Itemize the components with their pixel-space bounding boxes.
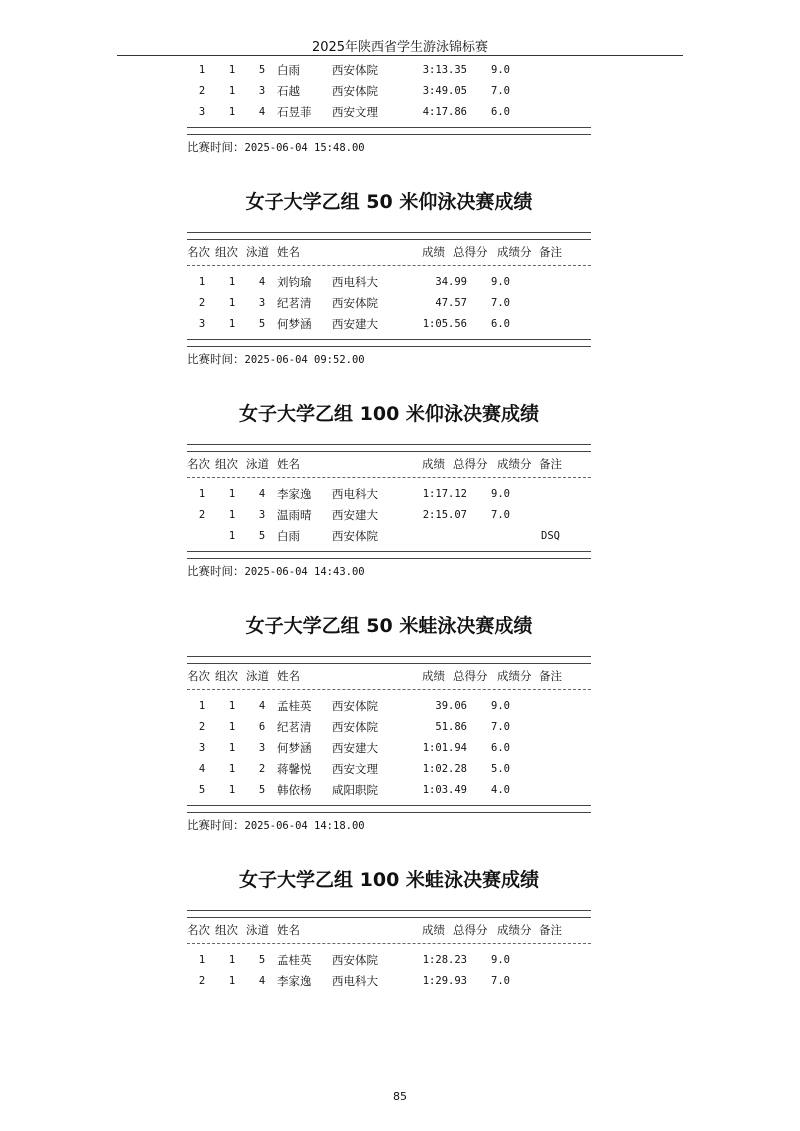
lane-cell: 3 [258,509,266,521]
match-time-label: 比赛时间： [187,564,245,578]
unit-cell: 西安体院 [332,699,378,713]
events-list [187,180,597,992]
double-rule [187,339,591,347]
name-cell: 何梦涵 [277,741,312,755]
double-rule [187,805,591,813]
rank-cell: 1 [198,954,206,966]
event-section [187,858,597,992]
header-lane: 泳道 [246,457,269,471]
lane-cell: 4 [258,488,266,500]
unit-cell: 西安文理 [332,105,378,119]
group-cell: 1 [228,488,236,500]
unit-cell: 西安体院 [332,63,378,77]
time-cell: 51.86 [435,721,467,733]
name-cell: 石越 [277,84,300,98]
name-cell: 纪茗清 [277,720,312,734]
match-time-label: 比赛时间： [187,352,245,366]
result-row [187,505,597,526]
lane-cell: 5 [258,64,266,76]
time-cell: 4:17.86 [422,106,467,118]
header-group: 组次 [215,245,238,259]
score-cell: 5.0 [491,763,510,775]
match-time [187,815,597,836]
name-cell: 温雨晴 [277,508,312,522]
event-title: 女子大学乙组 100 米仰泳决赛成绩 [239,403,539,425]
rank-cell: 1 [198,64,206,76]
score-cell: 9.0 [491,64,510,76]
unit-cell: 西电科大 [332,275,378,289]
result-row [187,696,597,717]
group-cell: 1 [228,64,236,76]
group-cell: 1 [228,297,236,309]
group-cell: 1 [228,106,236,118]
header-lane: 泳道 [246,245,269,259]
header-score: 成绩分 [497,669,532,683]
name-cell: 李家逸 [277,487,312,501]
header-rank: 名次 [187,457,210,471]
name-cell: 纪茗清 [277,296,312,310]
group-cell: 1 [228,975,236,987]
result-row [187,60,597,81]
rank-cell: 3 [198,742,206,754]
carry-table [187,60,597,123]
double-rule [187,656,591,664]
score-cell: 9.0 [491,276,510,288]
group-cell: 1 [228,509,236,521]
header-total: 总得分 [453,457,488,471]
header-note: 备注 [539,923,562,937]
time-cell: 1:28.23 [422,954,467,966]
rank-cell: 1 [198,700,206,712]
result-row [187,971,597,992]
header-group: 组次 [215,923,238,937]
score-cell: 7.0 [491,297,510,309]
table-body [187,272,597,335]
unit-cell: 西安文理 [332,762,378,776]
time-cell: 1:01.94 [422,742,467,754]
event-title: 女子大学乙组 50 米蛙泳决赛成绩 [245,615,533,637]
header-score: 成绩分 [497,923,532,937]
match-time-value: 2025-06-04 15:48.00 [244,142,365,154]
result-row [187,102,597,123]
lane-cell: 4 [258,276,266,288]
table-body [187,484,597,547]
header-lane: 泳道 [246,669,269,683]
lane-cell: 5 [258,318,266,330]
header-group: 组次 [215,669,238,683]
name-cell: 孟桂英 [277,699,312,713]
result-row [187,526,597,547]
time-cell: 3:13.35 [422,64,467,76]
unit-cell: 西安体院 [332,84,378,98]
event-section [187,392,597,582]
rank-cell: 3 [198,318,206,330]
lane-cell: 3 [258,742,266,754]
time-cell: 1:17.12 [422,488,467,500]
score-cell: 7.0 [491,975,510,987]
double-rule [187,232,591,240]
table-header [187,666,597,687]
lane-cell: 5 [258,784,266,796]
page-header: 2025年陕西省学生游泳锦标赛 [311,40,489,55]
lane-cell: 4 [258,975,266,987]
rank-cell: 5 [198,784,206,796]
score-cell: 9.0 [491,488,510,500]
name-cell: 李家逸 [277,974,312,988]
time-cell: 1:02.28 [422,763,467,775]
header-result: 成绩 [422,669,445,683]
double-rule [187,910,591,918]
header-total: 总得分 [453,923,488,937]
match-time-value: 2025-06-04 14:18.00 [244,820,365,832]
rank-cell: 1 [198,488,206,500]
time-cell: 1:03.49 [422,784,467,796]
header-rank: 名次 [187,245,210,259]
rank-cell: 2 [198,297,206,309]
header-name: 姓名 [277,245,300,259]
group-cell: 1 [228,784,236,796]
header-name: 姓名 [277,457,300,471]
match-time [187,137,597,158]
header-score: 成绩分 [497,457,532,471]
double-rule [187,551,591,559]
time-cell: 47.57 [435,297,467,309]
name-cell: 白雨 [277,63,300,77]
group-cell: 1 [228,318,236,330]
result-row [187,272,597,293]
table-header [187,920,597,941]
result-row [187,484,597,505]
event-section [187,180,597,370]
dashed-rule [187,689,591,690]
double-rule [187,444,591,452]
result-row [187,950,597,971]
unit-cell: 西安建大 [332,741,378,755]
table-body [187,950,597,992]
time-cell: 34.99 [435,276,467,288]
note-cell: DSQ [541,530,560,542]
table-header [187,242,597,263]
match-time [187,561,597,582]
lane-cell: 4 [258,106,266,118]
page-number: 85 [393,1090,407,1103]
unit-cell: 西安体院 [332,529,378,543]
results-content [187,60,597,992]
score-cell: 9.0 [491,954,510,966]
score-cell: 6.0 [491,318,510,330]
table-header [187,454,597,475]
header-total: 总得分 [453,669,488,683]
score-cell: 6.0 [491,742,510,754]
result-row [187,780,597,801]
unit-cell: 西安体院 [332,296,378,310]
score-cell: 4.0 [491,784,510,796]
result-row [187,759,597,780]
header-note: 备注 [539,669,562,683]
group-cell: 1 [228,85,236,97]
rank-cell: 2 [198,721,206,733]
match-time-label: 比赛时间： [187,140,245,154]
match-time-value: 2025-06-04 09:52.00 [244,354,365,366]
dashed-rule [187,477,591,478]
time-cell: 1:05.56 [422,318,467,330]
unit-cell: 西电科大 [332,974,378,988]
rank-cell: 1 [198,276,206,288]
match-time [187,349,597,370]
lane-cell: 5 [258,954,266,966]
rank-cell: 2 [198,85,206,97]
header-rank: 名次 [187,669,210,683]
unit-cell: 西安建大 [332,508,378,522]
event-title: 女子大学乙组 100 米蛙泳决赛成绩 [239,869,539,891]
unit-cell: 西安体院 [332,720,378,734]
score-cell: 7.0 [491,85,510,97]
score-cell: 6.0 [491,106,510,118]
group-cell: 1 [228,763,236,775]
header-note: 备注 [539,245,562,259]
match-time-value: 2025-06-04 14:43.00 [244,566,365,578]
rank-cell: 2 [198,975,206,987]
name-cell: 石昱菲 [277,105,312,119]
time-cell: 39.06 [435,700,467,712]
score-cell: 7.0 [491,721,510,733]
header-result: 成绩 [422,245,445,259]
score-cell: 9.0 [491,700,510,712]
unit-cell: 咸阳职院 [332,783,378,797]
lane-cell: 5 [258,530,266,542]
group-cell: 1 [228,954,236,966]
unit-cell: 西安建大 [332,317,378,331]
header-lane: 泳道 [246,923,269,937]
result-row [187,293,597,314]
group-cell: 1 [228,276,236,288]
header-name: 姓名 [277,669,300,683]
result-row [187,81,597,102]
header-rule [117,55,683,56]
name-cell: 何梦涵 [277,317,312,331]
header-result: 成绩 [422,457,445,471]
lane-cell: 3 [258,297,266,309]
header-total: 总得分 [453,245,488,259]
group-cell: 1 [228,700,236,712]
name-cell: 白雨 [277,529,300,543]
score-cell: 7.0 [491,509,510,521]
result-row [187,738,597,759]
double-rule [187,127,591,135]
rank-cell: 4 [198,763,206,775]
dashed-rule [187,265,591,266]
name-cell: 韩依杨 [277,783,312,797]
result-row [187,314,597,335]
name-cell: 孟桂英 [277,953,312,967]
unit-cell: 西安体院 [332,953,378,967]
time-cell: 2:15.07 [422,509,467,521]
header-note: 备注 [539,457,562,471]
header-name: 姓名 [277,923,300,937]
unit-cell: 西电科大 [332,487,378,501]
group-cell: 1 [228,530,236,542]
table-body [187,696,597,801]
header-score: 成绩分 [497,245,532,259]
header-group: 组次 [215,457,238,471]
rank-cell: 2 [198,509,206,521]
event-title: 女子大学乙组 50 米仰泳决赛成绩 [245,191,533,213]
time-cell: 1:29.93 [422,975,467,987]
lane-cell: 4 [258,700,266,712]
lane-cell: 6 [258,721,266,733]
result-row [187,717,597,738]
group-cell: 1 [228,742,236,754]
match-time-label: 比赛时间： [187,818,245,832]
dashed-rule [187,943,591,944]
lane-cell: 2 [258,763,266,775]
name-cell: 刘钧瑜 [277,275,312,289]
lane-cell: 3 [258,85,266,97]
header-result: 成绩 [422,923,445,937]
header-rank: 名次 [187,923,210,937]
name-cell: 蒋馨悦 [277,762,312,776]
group-cell: 1 [228,721,236,733]
event-section [187,604,597,836]
time-cell: 3:49.05 [422,85,467,97]
rank-cell: 3 [198,106,206,118]
